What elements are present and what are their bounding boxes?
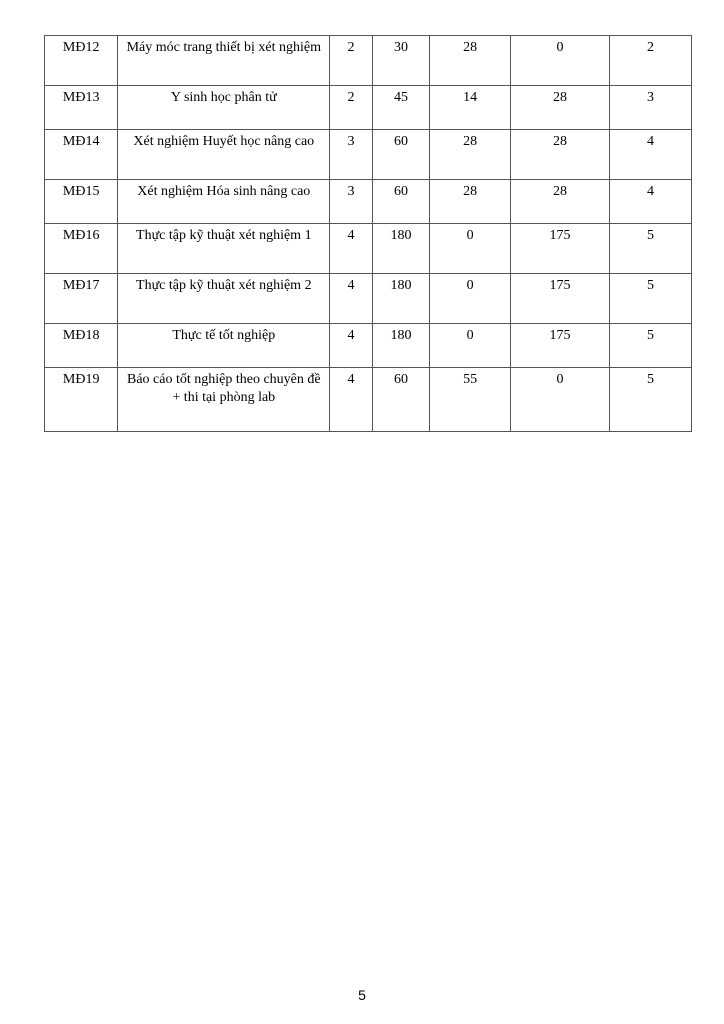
cell-credits: 4 bbox=[330, 224, 373, 274]
cell-total: 60 bbox=[372, 180, 429, 224]
cell-credits: 2 bbox=[330, 86, 373, 130]
table-row bbox=[45, 224, 692, 274]
cell-theory: 0 bbox=[430, 224, 511, 274]
cell-credits: 2 bbox=[330, 36, 373, 86]
cell-theory: 14 bbox=[430, 86, 511, 130]
cell-credits: 3 bbox=[330, 130, 373, 180]
cell-total: 60 bbox=[372, 130, 429, 180]
table-row bbox=[45, 86, 692, 130]
cell-exam: 5 bbox=[610, 368, 692, 432]
cell-code: MĐ15 bbox=[45, 180, 118, 224]
cell-theory: 28 bbox=[430, 180, 511, 224]
table-row bbox=[45, 180, 692, 224]
table-row bbox=[45, 36, 692, 86]
cell-credits: 3 bbox=[330, 180, 373, 224]
cell-total: 45 bbox=[372, 86, 429, 130]
cell-name: Xét nghiệm Huyết học nâng cao bbox=[118, 130, 330, 180]
page-number: 5 bbox=[358, 987, 366, 1003]
cell-practice: 0 bbox=[511, 36, 610, 86]
cell-exam: 5 bbox=[610, 324, 692, 368]
cell-name: Y sinh học phân tử bbox=[118, 86, 330, 130]
cell-name: Máy móc trang thiết bị xét nghiệm bbox=[118, 36, 330, 86]
cell-code: MĐ14 bbox=[45, 130, 118, 180]
cell-name: Thực tập kỹ thuật xét nghiệm 2 bbox=[118, 274, 330, 324]
cell-exam: 2 bbox=[610, 36, 692, 86]
cell-credits: 4 bbox=[330, 274, 373, 324]
cell-code: MĐ19 bbox=[45, 368, 118, 432]
cell-credits: 4 bbox=[330, 368, 373, 432]
cell-practice: 175 bbox=[511, 274, 610, 324]
cell-total: 180 bbox=[372, 224, 429, 274]
cell-theory: 55 bbox=[430, 368, 511, 432]
cell-code: MĐ16 bbox=[45, 224, 118, 274]
table-row bbox=[45, 130, 692, 180]
cell-code: MĐ13 bbox=[45, 86, 118, 130]
cell-practice: 0 bbox=[511, 368, 610, 432]
cell-practice: 175 bbox=[511, 224, 610, 274]
cell-exam: 4 bbox=[610, 130, 692, 180]
cell-exam: 5 bbox=[610, 224, 692, 274]
cell-credits: 4 bbox=[330, 324, 373, 368]
cell-total: 30 bbox=[372, 36, 429, 86]
cell-exam: 5 bbox=[610, 274, 692, 324]
cell-code: MĐ12 bbox=[45, 36, 118, 86]
cell-exam: 3 bbox=[610, 86, 692, 130]
cell-name: Thực tế tốt nghiệp bbox=[118, 324, 330, 368]
cell-practice: 175 bbox=[511, 324, 610, 368]
cell-practice: 28 bbox=[511, 130, 610, 180]
cell-theory: 0 bbox=[430, 274, 511, 324]
table-row bbox=[45, 324, 692, 368]
cell-total: 60 bbox=[372, 368, 429, 432]
cell-total: 180 bbox=[372, 274, 429, 324]
cell-exam: 4 bbox=[610, 180, 692, 224]
cell-total: 180 bbox=[372, 324, 429, 368]
cell-code: MĐ17 bbox=[45, 274, 118, 324]
cell-code: MĐ18 bbox=[45, 324, 118, 368]
course-table bbox=[44, 35, 692, 432]
cell-name: Báo cáo tốt nghiệp theo chuyên đề + thi tại phòng lab bbox=[118, 368, 330, 432]
cell-name: Thực tập kỹ thuật xét nghiệm 1 bbox=[118, 224, 330, 274]
table-row bbox=[45, 368, 692, 432]
cell-practice: 28 bbox=[511, 86, 610, 130]
cell-name: Xét nghiệm Hóa sinh nâng cao bbox=[118, 180, 330, 224]
cell-practice: 28 bbox=[511, 180, 610, 224]
cell-theory: 28 bbox=[430, 130, 511, 180]
cell-theory: 0 bbox=[430, 324, 511, 368]
cell-theory: 28 bbox=[430, 36, 511, 86]
table-row bbox=[45, 274, 692, 324]
